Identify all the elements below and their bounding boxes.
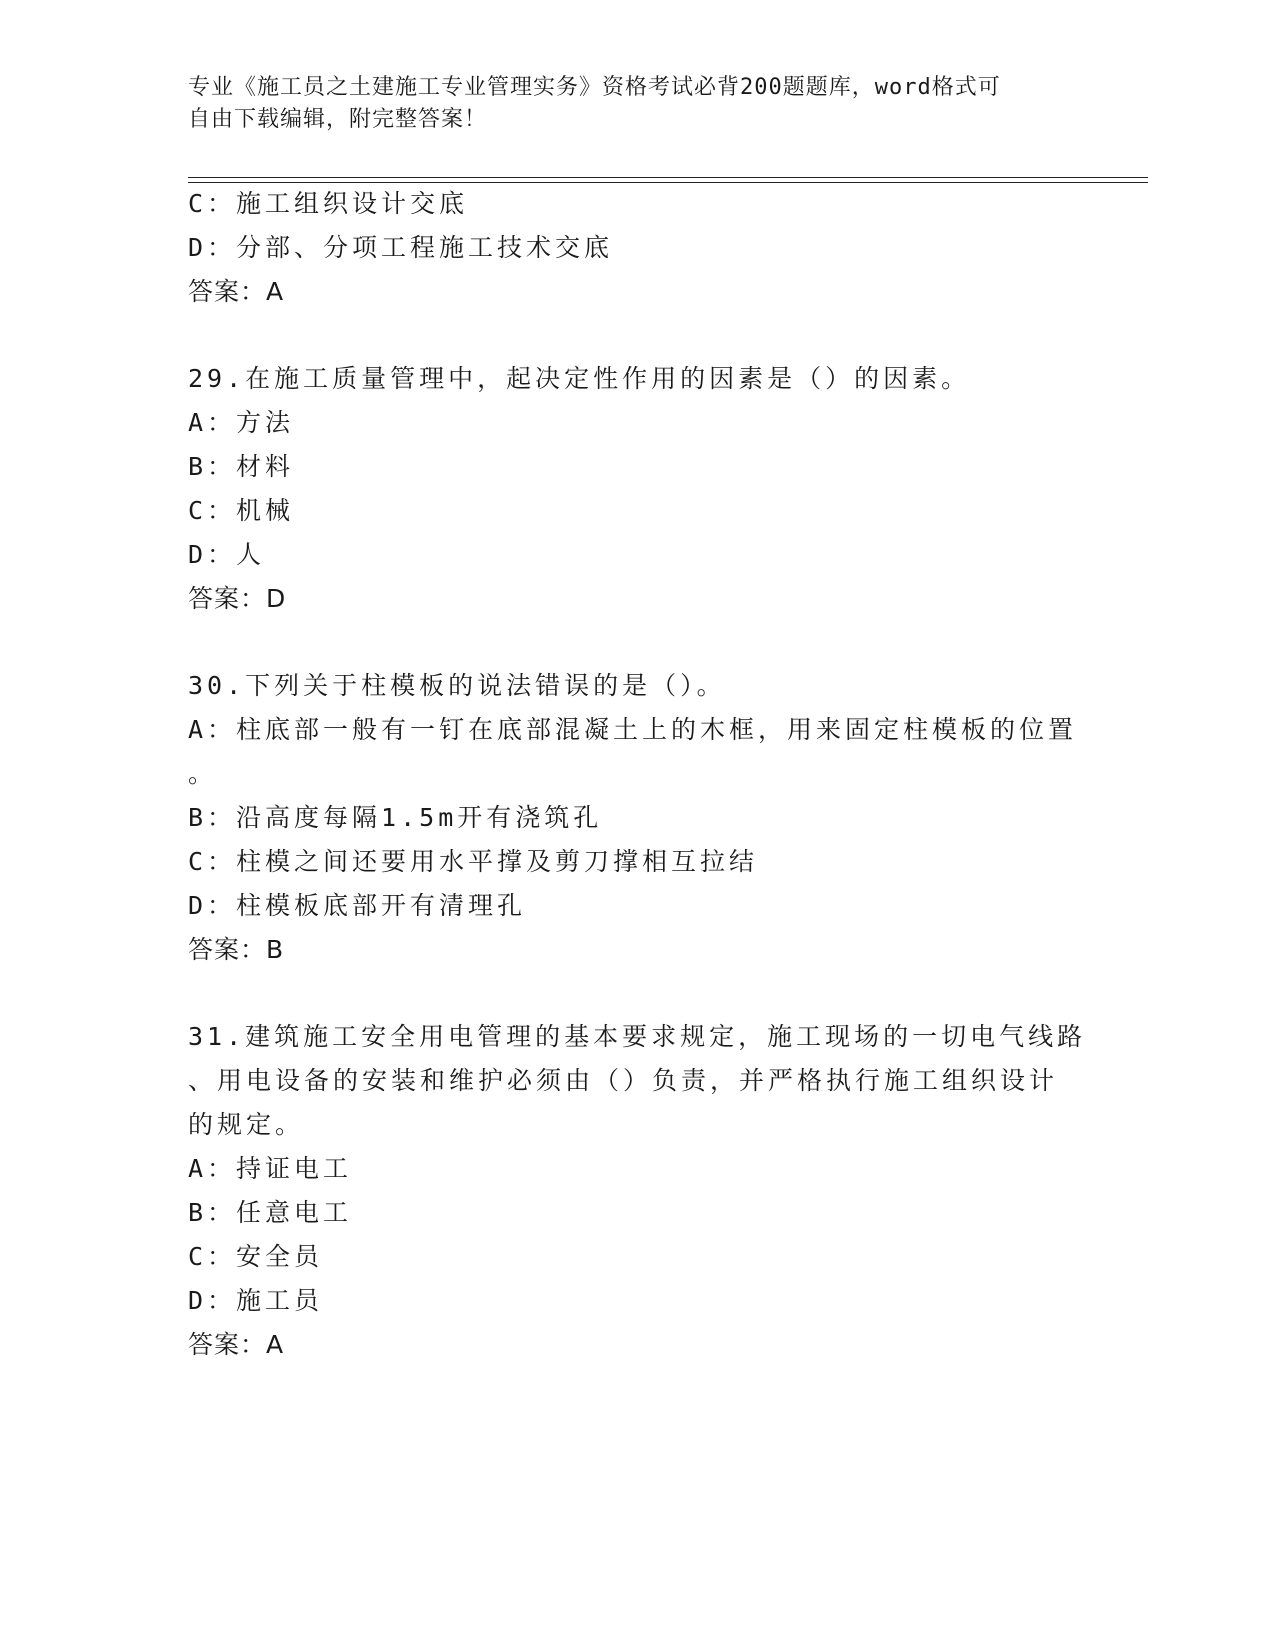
header-line-2: 自由下载编辑，附完整答案！ — [188, 107, 488, 132]
answer-line: 答案：B — [188, 935, 285, 964]
question-30-stem: 30.下列关于柱模板的说法错误的是（）。 — [188, 671, 726, 700]
option-a-wrap: 。 — [188, 759, 218, 788]
question-29-stem: 29.在施工质量管理中，起决定性作用的因素是（）的因素。 — [188, 364, 971, 393]
option-b: B：任意电工 — [188, 1198, 353, 1227]
option-a: A：持证电工 — [188, 1154, 353, 1183]
option-c: C：安全员 — [188, 1242, 324, 1271]
option-b: B：材料 — [188, 452, 295, 481]
option-c: C：机械 — [188, 496, 295, 525]
document-header — [188, 72, 1068, 136]
option-d: D：施工员 — [188, 1286, 324, 1315]
option-a: A：方法 — [188, 408, 295, 437]
option-a: A：柱底部一般有一钉在底部混凝土上的木框，用来固定柱模板的位置 — [188, 715, 1078, 744]
header-rule-bottom — [188, 182, 1148, 183]
header-rule-top — [188, 177, 1148, 178]
question-31-stem: 31.建筑施工安全用电管理的基本要求规定，施工现场的一切电气线路 — [188, 1022, 1087, 1051]
question-31-stem-wrap-2: 的规定。 — [188, 1110, 305, 1139]
option-d: D：柱模板底部开有清理孔 — [188, 891, 527, 920]
option-d: D：人 — [188, 540, 266, 569]
option-c: C：柱模之间还要用水平撑及剪刀撑相互拉结 — [188, 847, 759, 876]
option-b: B：沿高度每隔1.5m开有浇筑孔 — [188, 803, 603, 832]
option-c: C：施工组织设计交底 — [188, 189, 469, 218]
option-d: D：分部、分项工程施工技术交底 — [188, 233, 614, 262]
question-31-stem-wrap-1: 、用电设备的安装和维护必须由（）负责，并严格执行施工组织设计 — [188, 1066, 1059, 1095]
answer-line: 答案：A — [188, 277, 285, 306]
answer-line: 答案：A — [188, 1330, 285, 1359]
header-line-1: 专业《施工员之土建施工专业管理实务》资格考试必背200题题库，word格式可 — [188, 75, 1001, 100]
answer-line: 答案：D — [188, 584, 287, 613]
